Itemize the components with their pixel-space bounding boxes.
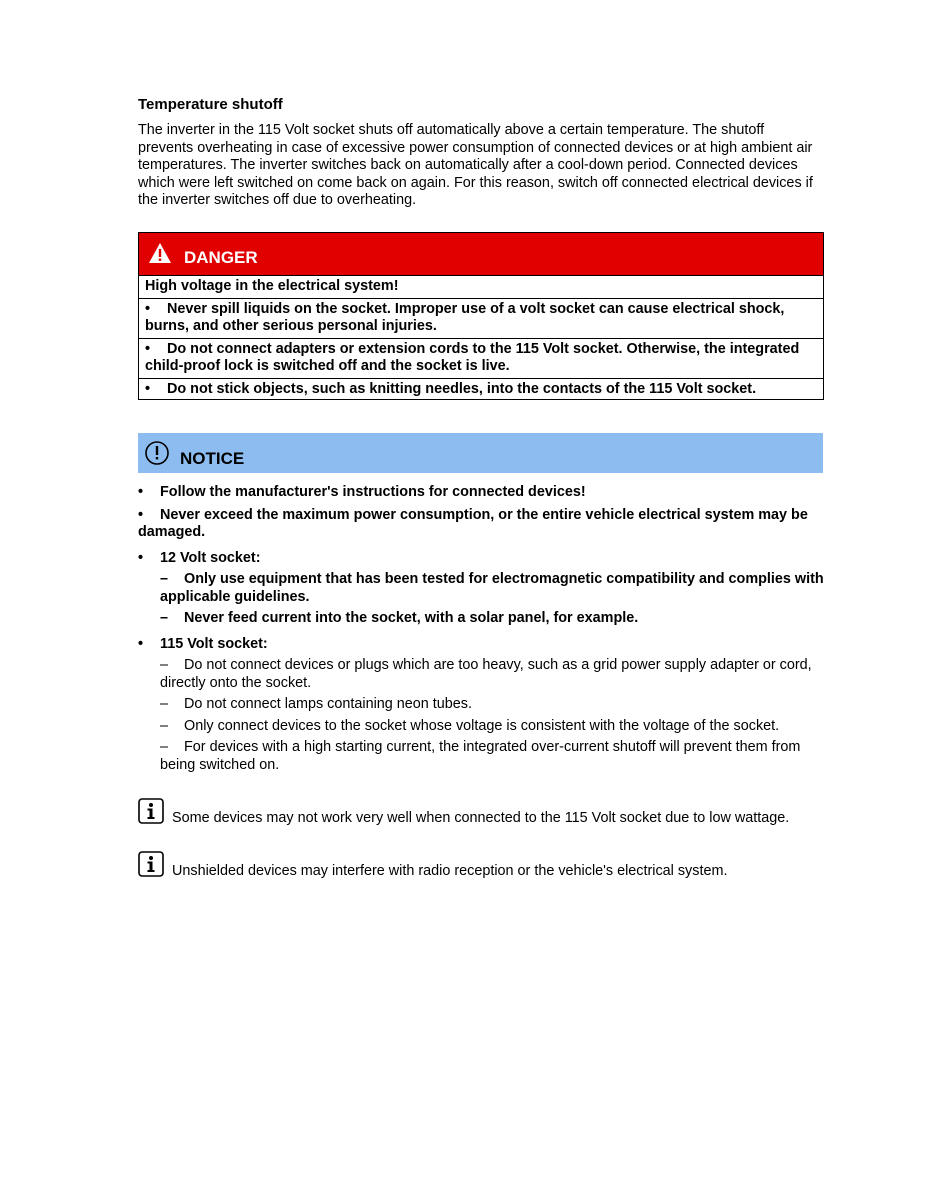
notice-item xyxy=(138,550,828,628)
danger-item xyxy=(139,299,823,339)
danger-item xyxy=(139,379,823,401)
dash: – xyxy=(160,717,169,734)
notice-item xyxy=(138,484,828,502)
notice-title: NOTICE xyxy=(180,449,245,468)
info-icon xyxy=(138,851,164,877)
notice-subitem-text: Do not connect devices or plugs which are too heavy, such as a grid power supply adapter or cord, directly onto the socket. xyxy=(160,657,812,691)
danger-header xyxy=(139,233,823,276)
warning-triangle-icon xyxy=(148,242,172,264)
notice-subitem-text: Only connect devices to the socket whose voltage is consistent with the voltage of the socket. xyxy=(184,717,780,734)
bullet: • xyxy=(138,506,144,523)
dash: – xyxy=(160,571,169,587)
notice-list xyxy=(138,484,828,779)
notice-subitem-text: Never feed current into the socket, with a solar panel, for example. xyxy=(184,610,639,626)
info-note-text: Some devices may not work very well when connected to the 115 Volt socket due to low wattage. xyxy=(172,810,790,826)
danger-subtitle: High voltage in the electrical system! xyxy=(139,276,823,299)
danger-item-text: Do not connect adapters or extension cords to the 115 Volt socket. Otherwise, the integrated child-proof lock is switched off and the socket is live. xyxy=(145,340,800,374)
danger-title: DANGER xyxy=(184,248,258,267)
notice-subitem xyxy=(138,610,828,628)
danger-item xyxy=(139,339,823,379)
notice-header xyxy=(138,433,823,473)
notice-item-text: 115 Volt socket: xyxy=(160,635,268,652)
danger-item-text: Never spill liquids on the socket. Improper use of a volt socket can cause electrical shock, burns, and other serious personal injuries. xyxy=(145,300,785,334)
info-note-text: Unshielded devices may interfere with radio reception or the vehicle's electrical system. xyxy=(172,863,728,879)
notice-subitem-text: Do not connect lamps containing neon tubes. xyxy=(184,696,473,712)
section-heading: Temperature shutoff xyxy=(138,96,283,113)
bullet: • xyxy=(138,635,144,652)
notice-subitem xyxy=(138,718,828,736)
danger-box xyxy=(138,232,824,400)
notice-item-text: Follow the manufacturer's instructions for connected devices! xyxy=(160,484,586,500)
bullet: • xyxy=(145,300,151,317)
notice-item xyxy=(138,507,828,542)
info-icon xyxy=(138,798,164,824)
intro-paragraph: The inverter in the 115 Volt socket shuts off automatically above a certain temperature. The shutoff prevents overheating in case of excessive power consumption of connected devices or at high ambient air temperatures. The inverter switches back on automatically after a cool-down period. Connected devices which were left switched on come back on again. For this reason, switch off connected electrical devices if the inverter switches off due to overheating. xyxy=(138,122,813,208)
danger-item-text: Do not stick objects, such as knitting needles, into the contacts of the 115 Volt socket. xyxy=(167,380,757,397)
dash: – xyxy=(160,739,169,755)
notice-subitem xyxy=(138,571,828,606)
notice-subitem xyxy=(138,657,828,692)
notice-subitem xyxy=(138,739,828,774)
notice-subitem-text: Only use equipment that has been tested for electromagnetic compatibility and complies with applicable guidelines. xyxy=(160,571,824,605)
bullet: • xyxy=(138,484,144,500)
dash: – xyxy=(160,610,169,626)
exclamation-circle-icon xyxy=(144,440,170,466)
notice-item-text: 12 Volt socket: xyxy=(160,549,261,566)
dash: – xyxy=(160,657,169,673)
notice-item-text: Never exceed the maximum power consumption, or the entire vehicle electrical system may be damaged. xyxy=(138,506,808,540)
notice-subitem-text: For devices with a high starting current, the integrated over-current shutoff will prevent them from being switched on. xyxy=(160,739,801,773)
bullet: • xyxy=(145,380,151,397)
notice-item xyxy=(138,636,828,775)
notice-subitem xyxy=(138,696,828,714)
bullet: • xyxy=(145,340,151,357)
dash: – xyxy=(160,696,169,712)
bullet: • xyxy=(138,549,144,566)
